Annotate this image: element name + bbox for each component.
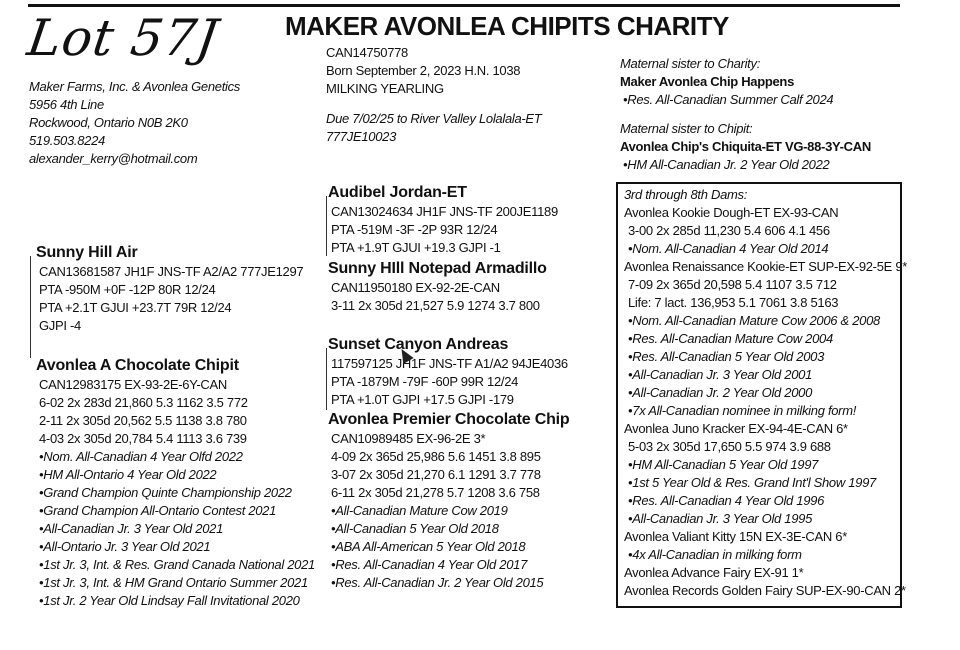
sire-line: PTA -950M +0F -12P 80R 12/24 xyxy=(39,282,216,297)
granddam-block xyxy=(328,259,547,315)
dam-honor: • Grand Champion All-Ontario Contest 2021 xyxy=(39,502,315,520)
dam-honor: • 1st Jr. 2 Year Old Lindsay Fall Invitational 2020 xyxy=(39,592,315,610)
contact-line: alexander_kerry@hotmail.com xyxy=(29,151,198,166)
mgs-line: PTA +1.9T GJUI +19.3 GJPI -1 xyxy=(331,240,501,255)
sire-bracket xyxy=(30,256,31,358)
reg-number: CAN14750778 xyxy=(326,45,408,60)
dam-line: 2-11 2x 305d 20,562 5.5 1138 3.8 780 xyxy=(39,413,247,428)
mgs-name: Audibel Jordan-ET xyxy=(328,184,467,201)
great-granddam-block xyxy=(328,410,569,592)
contact-line: Rockwood, Ontario N0B 2K0 xyxy=(29,115,188,130)
dam-entry-name: Avonlea Advance Fairy EX-91 1* xyxy=(624,565,804,580)
age-class: MILKING YEARLING xyxy=(326,81,444,96)
extended-dams-list xyxy=(624,186,907,600)
sire-name: Sunny Hill Air xyxy=(36,244,138,261)
dam-entry-name: Avonlea Renaissance Kookie-ET SUP-EX-92-5E 9* xyxy=(624,259,908,274)
granddam-line: 3-11 2x 305d 21,527 5.9 1274 3.7 800 xyxy=(331,298,540,313)
great-granddam-line: 6-11 2x 305d 21,278 5.7 1208 3.6 758 xyxy=(331,485,540,500)
dam-entry-honor: • HM All-Canadian 5 Year Old 1997 xyxy=(624,456,907,474)
great-granddam-honor: • All-Canadian 5 Year Old 2018 xyxy=(331,520,569,538)
sister-chipit-honor: • HM All-Canadian Jr. 2 Year Old 2022 xyxy=(620,156,871,174)
dam-entry-honor: • All-Canadian Jr. 3 Year Old 1995 xyxy=(624,510,907,528)
mggs-name: Sunset Canyon Andreas xyxy=(328,336,509,353)
dam-entry-name: Avonlea Records Golden Fairy SUP-EX-90-CAN 2* xyxy=(624,583,906,598)
dam-block xyxy=(36,356,315,610)
dam-entry-name: Avonlea Valiant Kitty 15N EX-3E-CAN 6* xyxy=(624,529,847,544)
dam-honor: • Grand Champion Quinte Championship 2022 xyxy=(39,484,315,502)
mggs-line: PTA -1879M -79F -60P 99R 12/24 xyxy=(331,374,519,389)
sister-chipit-block xyxy=(620,120,871,174)
mggs-block xyxy=(328,335,568,409)
mgs-line: PTA -519M -3F -2P 93R 12/24 xyxy=(331,222,498,237)
lot-number: Lot 57J xyxy=(23,9,223,67)
dam-entry-honor: • All-Canadian Jr. 3 Year Old 2001 xyxy=(624,366,907,384)
dam-entry-honor: • Nom. All-Canadian 4 Year Old 2014 xyxy=(624,240,907,258)
dam-honor: • Nom. All-Canadian 4 Year Olfd 2022 xyxy=(39,448,315,466)
dam-honor: • HM All-Ontario 4 Year Old 2022 xyxy=(39,466,315,484)
contact-line: Maker Farms, Inc. & Avonlea Genetics xyxy=(29,79,241,94)
dam-entry-name: Avonlea Juno Kracker EX-94-4E-CAN 6* xyxy=(624,421,848,436)
sister-charity-name: Maker Avonlea Chip Happens xyxy=(620,74,795,89)
great-granddam-name: Avonlea Premier Chocolate Chip xyxy=(328,411,570,428)
sire-line: PTA +2.1T GJUI +23.7T 79R 12/24 xyxy=(39,300,232,315)
great-granddam-line: CAN10989485 EX-96-2E 3* xyxy=(331,431,486,446)
dam-entry-record: 3-00 2x 285d 11,230 5.4 606 4.1 456 xyxy=(628,223,830,238)
page-title: MAKER AVONLEA CHIPITS CHARITY xyxy=(285,11,729,41)
dam-entry-honor: • Res. All-Canadian 5 Year Old 2003 xyxy=(624,348,907,366)
sister-charity-block xyxy=(620,55,833,109)
sister-charity-honor: • Res. All-Canadian Summer Calf 2024 xyxy=(620,91,833,109)
granddam-line: CAN11950180 EX-92-2E-CAN xyxy=(331,280,500,295)
due-date: Due 7/02/25 to River Valley Lolalala-ET xyxy=(326,111,542,126)
dam-honor: • All-Ontario Jr. 3 Year Old 2021 xyxy=(39,538,315,556)
dam-entry-name: Avonlea Kookie Dough-ET EX-93-CAN xyxy=(624,205,839,220)
dam-entry-record: 5-03 2x 305d 17,650 5.5 974 3.9 688 xyxy=(628,439,831,454)
dam-entry-honor: • 7x All-Canadian nominee in milking form! xyxy=(624,402,907,420)
dam-entry-honor: • Res. All-Canadian 4 Year Old 1996 xyxy=(624,492,907,510)
dam-entry-record: 7-09 2x 365d 20,598 5.4 1107 3.5 712 xyxy=(628,277,837,292)
sister-chipit-name: Avonlea Chip's Chiquita-ET VG-88-3Y-CAN xyxy=(620,139,871,154)
dam-entry-honor: • 1st 5 Year Old & Res. Grand Int'l Show 1997 xyxy=(624,474,907,492)
birth-date: Born September 2, 2023 H.N. 1038 xyxy=(326,63,521,78)
dam-honor: • 1st Jr. 3, Int. & Res. Grand Canada National 2021 xyxy=(39,556,315,574)
mgs-block xyxy=(328,183,558,257)
dam-honor: • 1st Jr. 3, Int. & HM Grand Ontario Summer 2021 xyxy=(39,574,315,592)
great-granddam-honor: • Res. All-Canadian Jr. 2 Year Old 2015 xyxy=(331,574,569,592)
granddam-name: Sunny HIll Notepad Armadillo xyxy=(328,260,547,277)
dam-entry-record: Life: 7 lact. 136,953 5.1 7061 3.8 5163 xyxy=(628,295,839,310)
dam-line: 6-02 2x 283d 21,860 5.3 1162 3.5 772 xyxy=(39,395,248,410)
dam-name: Avonlea A Chocolate Chipit xyxy=(36,357,239,374)
mggs-line: 117597125 JH1F JNS-TF A1/A2 94JE4036 xyxy=(331,356,568,371)
mggs-line: PTA +1.0T GJPI +17.5 GJPI -179 xyxy=(331,392,514,407)
top-rule xyxy=(28,4,900,7)
great-granddam-honor: • ABA All-American 5 Year Old 2018 xyxy=(331,538,569,556)
mgs-line: CAN13024634 JH1F JNS-TF 200JE1189 xyxy=(331,204,558,219)
dam-entry-honor: • Res. All-Canadian Mature Cow 2004 xyxy=(624,330,907,348)
contact-block xyxy=(29,78,240,168)
sister-charity-label: Maternal sister to Charity: xyxy=(620,56,761,71)
mgs-bracket xyxy=(326,196,327,256)
sire-line: GJPI -4 xyxy=(39,318,81,333)
great-granddam-line: 4-09 2x 365d 25,986 5.6 1451 3.8 895 xyxy=(331,449,541,464)
great-granddam-line: 3-07 2x 305d 21,270 6.1 1291 3.7 778 xyxy=(331,467,541,482)
contact-line: 519.503.8224 xyxy=(29,133,105,148)
contact-line: 5956 4th Line xyxy=(29,97,104,112)
dam-line: CAN12983175 EX-93-2E-6Y-CAN xyxy=(39,377,227,392)
extended-dams-label: 3rd through 8th Dams: xyxy=(624,187,748,202)
mggs-bracket xyxy=(326,348,327,410)
dam-entry-honor: • Nom. All-Canadian Mature Cow 2006 & 2008 xyxy=(624,312,907,330)
sire-line: CAN13681587 JH1F JNS-TF A2/A2 777JE1297 xyxy=(39,264,304,279)
dam-entry-honor: • 4x All-Canadian in milking form xyxy=(624,546,907,564)
dam-honor: • All-Canadian Jr. 3 Year Old 2021 xyxy=(39,520,315,538)
sister-chipit-label: Maternal sister to Chipit: xyxy=(620,121,753,136)
dam-entry-honor: • All-Canadian Jr. 2 Year Old 2000 xyxy=(624,384,907,402)
great-granddam-honor: • Res. All-Canadian 4 Year Old 2017 xyxy=(331,556,569,574)
animal-info xyxy=(326,44,541,146)
great-granddam-honor: • All-Canadian Mature Cow 2019 xyxy=(331,502,569,520)
sire-block xyxy=(36,243,303,335)
dam-line: 4-03 2x 305d 20,784 5.4 1113 3.6 739 xyxy=(39,431,247,446)
service-sire-code: 777JE10023 xyxy=(326,129,397,144)
